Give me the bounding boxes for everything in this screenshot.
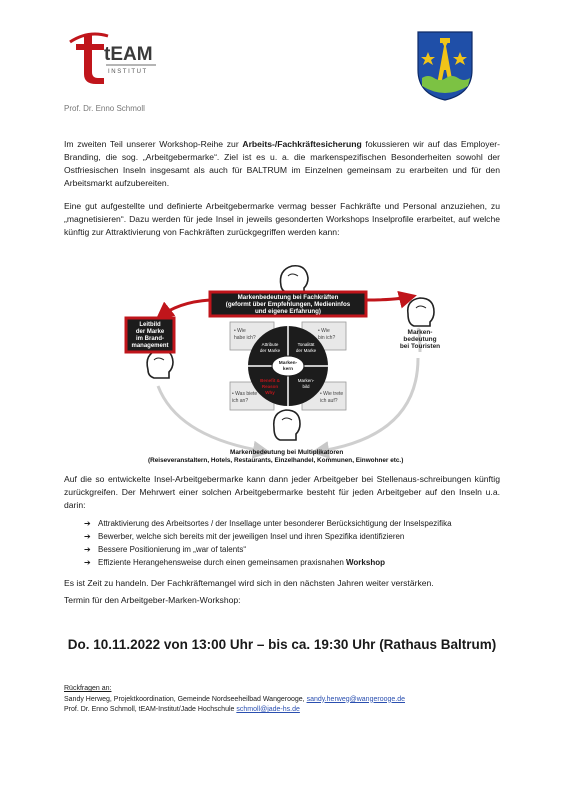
right-label-2: bedeutung xyxy=(403,336,437,343)
head-icon-left xyxy=(147,350,173,378)
intro-paragraph-1 xyxy=(64,138,500,190)
right-label-3: bei Touristen xyxy=(399,343,441,350)
bottom-label-1: Markenbedeutung bei Multiplikatoren xyxy=(230,449,344,456)
list-item-text: Bewerber, welche sich bereits mit der jeweiligen Insel und ihren Spezifika identifizieren xyxy=(98,532,405,541)
arrow-to-left xyxy=(158,300,210,318)
logo-text: tEAM xyxy=(104,44,153,65)
contact-line-1 xyxy=(64,695,405,706)
benefit-list xyxy=(84,517,504,569)
left-box-line-1: Leitbild xyxy=(139,322,161,328)
left-box-line-4: management xyxy=(131,343,169,349)
top-box-line-3: und eigene Erfahrung) xyxy=(254,308,322,315)
head-icon-top xyxy=(280,266,308,292)
bottom-label-2: (Reiseveranstaltern, Hotels, Restaurants, Einzelhandel, Kommunen, Einwohner etc.) xyxy=(148,457,404,464)
list-item xyxy=(84,530,504,543)
contact-heading: Rückfragen an: xyxy=(64,685,112,692)
brand-diagram xyxy=(118,262,458,470)
core-label-1: Marken- xyxy=(278,361,298,366)
question-tr-2: bin ich? xyxy=(318,335,336,341)
benefit-paragraph: Auf die so entwickelte Insel-Arbeitgebermarke kann dann jeder Arbeitgeber bei Stellenaus-schreibungen künftig zurückgreifen. Der Mehrwert einer solchen Arbeitgebermarke besteht für jeden Arbeitgeber auf den Inseln u.a. darin: xyxy=(64,474,500,510)
list-item-text: Attraktivierung des Arbeitsortes / der Insellage unter besonderer Berücksichtigung der Inselspezifika xyxy=(98,519,452,528)
arrow-icon: ➔ xyxy=(84,558,91,567)
segment-tr-1: Tonalität xyxy=(297,342,315,347)
head-icon-bottom xyxy=(274,410,300,440)
contact-line-2-text: Prof. Dr. Enno Schmoll, tEAM-Institut/Jade Hochschule xyxy=(64,706,237,713)
appointment-date: Do. 10.11.2022 von 13:00 Uhr – bis ca. 19:30 Uhr (Rathaus Baltrum) xyxy=(67,637,497,652)
brand-core xyxy=(272,356,304,376)
contact-block xyxy=(64,684,405,716)
arrow-icon: ➔ xyxy=(84,545,91,554)
arrow-to-right xyxy=(366,296,414,300)
question-bl-1: • Was biete xyxy=(232,391,258,397)
segment-tl-2: der Marke xyxy=(259,348,281,353)
list-item-bold: Workshop xyxy=(346,558,385,567)
list-item xyxy=(84,556,504,569)
arrow-icon: ➔ xyxy=(84,519,91,528)
segment-tr-2: der Marke xyxy=(295,348,317,353)
intro-text-c: fokussieren wir auf das Employer-Branding, die sog. „Arbeitgebermarke“. Ziel ist es u. a. die markenspezifischen Besonderheiten sowohl der Ostfriesischen Inseln insgesamt als auch für BALTRUM im Einzelnen gemeinsam zu erarbeiten und für den Arbeitsmarkt aufzubereiten. xyxy=(64,139,501,188)
urgency-text: Es ist Zeit zu handeln. Der Fachkräftemangel wird sich in den nächsten Jahren weiter verstärken. xyxy=(64,578,434,588)
list-item xyxy=(84,517,504,530)
top-box-line-2: (geformt über Empfehlungen, Medieninfos xyxy=(225,301,351,308)
segment-br-2: bild xyxy=(302,384,310,389)
email-link-1[interactable]: sandy.herweg@wangerooge.de xyxy=(306,695,405,703)
list-item-text: Effiziente Herangehensweise durch einen gemeinsamen praxisnahen xyxy=(98,558,347,567)
intro-text-a: Im zweiten Teil unserer Workshop-Reihe zur xyxy=(64,139,243,149)
question-br-1: • Wie trete xyxy=(320,391,344,397)
left-box-line-3: im Brand- xyxy=(135,336,165,342)
intro-paragraph-2: Eine gut aufgestellte und definierte Arbeitgebermarke vermag besser Fachkräfte und Personal anzuziehen, zu „magnetisieren“. Dazu werden für jede Insel in jeweils gesonderten Workshops Inselprofile erarbeitet, auf welche künftig zur Attraktivierung von Fachkräften zurückgegriffen werden kann: xyxy=(64,201,500,237)
top-box-line-1: Markenbedeutung bei Fachkräften xyxy=(237,294,339,301)
contact-line-2 xyxy=(64,705,405,716)
segment-br-1: Marken- xyxy=(297,378,315,383)
baltrum-coat-of-arms xyxy=(416,30,474,102)
segment-bl-1: Benefit & xyxy=(260,378,280,383)
list-item xyxy=(84,543,504,556)
logo-subtext: INSTITUT xyxy=(108,69,148,75)
author-name: Prof. Dr. Enno Schmoll xyxy=(64,104,145,113)
email-link-2[interactable]: schmoll@jade-hs.de xyxy=(236,706,300,713)
question-bl-2: ich an? xyxy=(232,398,249,404)
head-icon-right xyxy=(408,298,434,326)
core-label-2: kern xyxy=(282,367,294,372)
arrow-icon: ➔ xyxy=(84,532,91,541)
segment-bl-3: Why xyxy=(265,390,275,395)
contact-line-1-text: Sandy Herweg, Projektkoordination, Gemeinde Nordseeheilbad Wangerooge, xyxy=(64,695,307,703)
question-tr-1: • Wie xyxy=(318,328,330,334)
right-label-1: Marken- xyxy=(407,329,433,336)
segment-tl-1: Attribute xyxy=(261,342,279,347)
question-tl-1: • Wie xyxy=(234,328,246,334)
left-box-line-2: der Marke xyxy=(135,329,165,335)
team-institut-logo xyxy=(64,28,160,88)
list-item-text: Bessere Positionierung im „war of talents“ xyxy=(98,545,247,554)
question-tl-2: habe ich? xyxy=(234,335,256,341)
question-br-2: ich auf? xyxy=(320,398,338,404)
segment-bl-2: Reason xyxy=(261,384,279,389)
intro-text-bold: Arbeits-/Fachkräftesicherung xyxy=(242,139,362,149)
appointment-intro: Termin für den Arbeitgeber-Marken-Workshop: xyxy=(64,595,241,605)
